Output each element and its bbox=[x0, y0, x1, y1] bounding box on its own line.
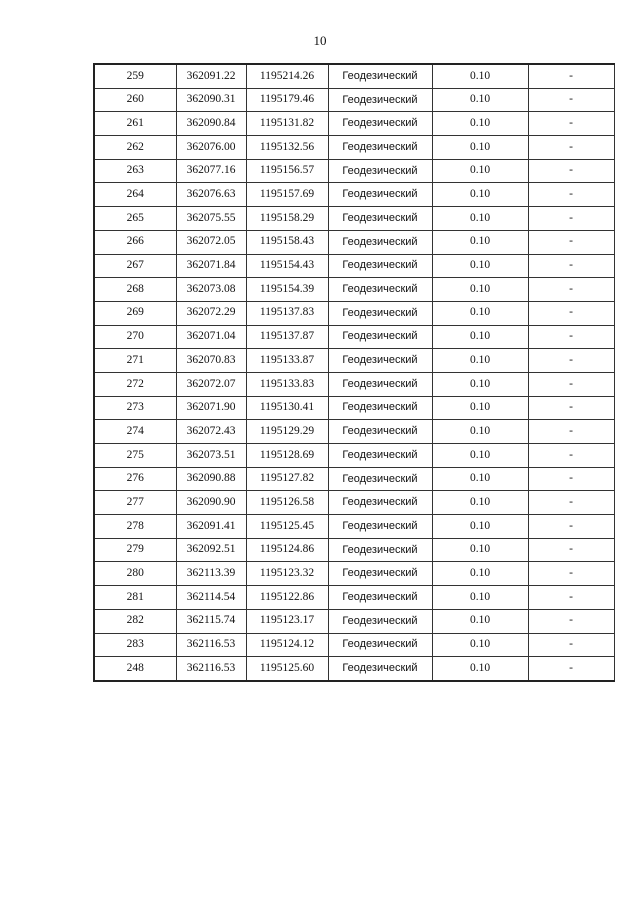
method-cell: Геодезический bbox=[328, 301, 432, 325]
precision-cell: 0.10 bbox=[432, 136, 528, 160]
note-cell: - bbox=[528, 301, 614, 325]
precision-cell: 0.10 bbox=[432, 657, 528, 681]
point-number-cell: 282 bbox=[94, 609, 176, 633]
table-row bbox=[94, 372, 614, 396]
x-coordinate-cell: 362091.22 bbox=[176, 64, 246, 88]
table-row bbox=[94, 420, 614, 444]
note-cell: - bbox=[528, 609, 614, 633]
note-cell: - bbox=[528, 633, 614, 657]
x-coordinate-cell: 362092.51 bbox=[176, 538, 246, 562]
point-number-cell: 275 bbox=[94, 444, 176, 468]
point-number-cell: 266 bbox=[94, 230, 176, 254]
y-coordinate-cell: 1195125.60 bbox=[246, 657, 328, 681]
y-coordinate-cell: 1195157.69 bbox=[246, 183, 328, 207]
x-coordinate-cell: 362071.90 bbox=[176, 396, 246, 420]
table-row bbox=[94, 159, 614, 183]
y-coordinate-cell: 1195127.82 bbox=[246, 467, 328, 491]
method-cell: Геодезический bbox=[328, 420, 432, 444]
method-cell: Геодезический bbox=[328, 609, 432, 633]
point-number-cell: 264 bbox=[94, 183, 176, 207]
method-cell: Геодезический bbox=[328, 515, 432, 539]
note-cell: - bbox=[528, 136, 614, 160]
table-row bbox=[94, 349, 614, 373]
y-coordinate-cell: 1195123.17 bbox=[246, 609, 328, 633]
table-row bbox=[94, 207, 614, 231]
precision-cell: 0.10 bbox=[432, 586, 528, 610]
x-coordinate-cell: 362071.04 bbox=[176, 325, 246, 349]
table-row bbox=[94, 586, 614, 610]
y-coordinate-cell: 1195154.43 bbox=[246, 254, 328, 278]
point-number-cell: 272 bbox=[94, 372, 176, 396]
y-coordinate-cell: 1195123.32 bbox=[246, 562, 328, 586]
table-row bbox=[94, 491, 614, 515]
y-coordinate-cell: 1195154.39 bbox=[246, 278, 328, 302]
note-cell: - bbox=[528, 278, 614, 302]
note-cell: - bbox=[528, 88, 614, 112]
table-row bbox=[94, 278, 614, 302]
note-cell: - bbox=[528, 207, 614, 231]
table-row bbox=[94, 515, 614, 539]
table-row bbox=[94, 136, 614, 160]
y-coordinate-cell: 1195129.29 bbox=[246, 420, 328, 444]
table-row bbox=[94, 230, 614, 254]
y-coordinate-cell: 1195158.29 bbox=[246, 207, 328, 231]
table-row bbox=[94, 467, 614, 491]
method-cell: Геодезический bbox=[328, 159, 432, 183]
note-cell: - bbox=[528, 586, 614, 610]
method-cell: Геодезический bbox=[328, 64, 432, 88]
method-cell: Геодезический bbox=[328, 444, 432, 468]
method-cell: Геодезический bbox=[328, 278, 432, 302]
method-cell: Геодезический bbox=[328, 491, 432, 515]
x-coordinate-cell: 362077.16 bbox=[176, 159, 246, 183]
precision-cell: 0.10 bbox=[432, 159, 528, 183]
y-coordinate-cell: 1195124.12 bbox=[246, 633, 328, 657]
point-number-cell: 278 bbox=[94, 515, 176, 539]
point-number-cell: 276 bbox=[94, 467, 176, 491]
x-coordinate-cell: 362072.29 bbox=[176, 301, 246, 325]
precision-cell: 0.10 bbox=[432, 278, 528, 302]
table-row bbox=[94, 538, 614, 562]
x-coordinate-cell: 362071.84 bbox=[176, 254, 246, 278]
precision-cell: 0.10 bbox=[432, 633, 528, 657]
table-row bbox=[94, 112, 614, 136]
note-cell: - bbox=[528, 420, 614, 444]
y-coordinate-cell: 1195179.46 bbox=[246, 88, 328, 112]
table-row bbox=[94, 64, 614, 88]
note-cell: - bbox=[528, 349, 614, 373]
precision-cell: 0.10 bbox=[432, 88, 528, 112]
table-row bbox=[94, 88, 614, 112]
x-coordinate-cell: 362116.53 bbox=[176, 657, 246, 681]
method-cell: Геодезический bbox=[328, 183, 432, 207]
method-cell: Геодезический bbox=[328, 467, 432, 491]
y-coordinate-cell: 1195132.56 bbox=[246, 136, 328, 160]
point-number-cell: 267 bbox=[94, 254, 176, 278]
method-cell: Геодезический bbox=[328, 325, 432, 349]
precision-cell: 0.10 bbox=[432, 562, 528, 586]
precision-cell: 0.10 bbox=[432, 515, 528, 539]
note-cell: - bbox=[528, 372, 614, 396]
method-cell: Геодезический bbox=[328, 633, 432, 657]
point-number-cell: 259 bbox=[94, 64, 176, 88]
point-number-cell: 265 bbox=[94, 207, 176, 231]
point-number-cell: 283 bbox=[94, 633, 176, 657]
precision-cell: 0.10 bbox=[432, 230, 528, 254]
x-coordinate-cell: 362072.43 bbox=[176, 420, 246, 444]
x-coordinate-cell: 362091.41 bbox=[176, 515, 246, 539]
precision-cell: 0.10 bbox=[432, 207, 528, 231]
method-cell: Геодезический bbox=[328, 136, 432, 160]
point-number-cell: 280 bbox=[94, 562, 176, 586]
precision-cell: 0.10 bbox=[432, 254, 528, 278]
table-row bbox=[94, 325, 614, 349]
point-number-cell: 273 bbox=[94, 396, 176, 420]
method-cell: Геодезический bbox=[328, 538, 432, 562]
x-coordinate-cell: 362116.53 bbox=[176, 633, 246, 657]
y-coordinate-cell: 1195130.41 bbox=[246, 396, 328, 420]
y-coordinate-cell: 1195214.26 bbox=[246, 64, 328, 88]
table-row bbox=[94, 633, 614, 657]
y-coordinate-cell: 1195156.57 bbox=[246, 159, 328, 183]
precision-cell: 0.10 bbox=[432, 609, 528, 633]
point-number-cell: 268 bbox=[94, 278, 176, 302]
note-cell: - bbox=[528, 467, 614, 491]
x-coordinate-cell: 362114.54 bbox=[176, 586, 246, 610]
precision-cell: 0.10 bbox=[432, 444, 528, 468]
x-coordinate-cell: 362090.84 bbox=[176, 112, 246, 136]
point-number-cell: 261 bbox=[94, 112, 176, 136]
y-coordinate-cell: 1195133.87 bbox=[246, 349, 328, 373]
x-coordinate-cell: 362076.00 bbox=[176, 136, 246, 160]
table-row bbox=[94, 609, 614, 633]
point-number-cell: 274 bbox=[94, 420, 176, 444]
precision-cell: 0.10 bbox=[432, 538, 528, 562]
note-cell: - bbox=[528, 230, 614, 254]
x-coordinate-cell: 362073.51 bbox=[176, 444, 246, 468]
method-cell: Геодезический bbox=[328, 586, 432, 610]
point-number-cell: 269 bbox=[94, 301, 176, 325]
y-coordinate-cell: 1195137.83 bbox=[246, 301, 328, 325]
precision-cell: 0.10 bbox=[432, 325, 528, 349]
method-cell: Геодезический bbox=[328, 230, 432, 254]
precision-cell: 0.10 bbox=[432, 112, 528, 136]
method-cell: Геодезический bbox=[328, 396, 432, 420]
method-cell: Геодезический bbox=[328, 88, 432, 112]
method-cell: Геодезический bbox=[328, 207, 432, 231]
y-coordinate-cell: 1195126.58 bbox=[246, 491, 328, 515]
note-cell: - bbox=[528, 159, 614, 183]
note-cell: - bbox=[528, 491, 614, 515]
note-cell: - bbox=[528, 183, 614, 207]
note-cell: - bbox=[528, 657, 614, 681]
point-number-cell: 279 bbox=[94, 538, 176, 562]
table-row bbox=[94, 657, 614, 681]
x-coordinate-cell: 362072.07 bbox=[176, 372, 246, 396]
note-cell: - bbox=[528, 254, 614, 278]
x-coordinate-cell: 362090.90 bbox=[176, 491, 246, 515]
precision-cell: 0.10 bbox=[432, 467, 528, 491]
table-row bbox=[94, 254, 614, 278]
point-number-cell: 270 bbox=[94, 325, 176, 349]
table-row bbox=[94, 183, 614, 207]
table-row bbox=[94, 562, 614, 586]
point-number-cell: 263 bbox=[94, 159, 176, 183]
x-coordinate-cell: 362075.55 bbox=[176, 207, 246, 231]
note-cell: - bbox=[528, 562, 614, 586]
x-coordinate-cell: 362090.31 bbox=[176, 88, 246, 112]
y-coordinate-cell: 1195128.69 bbox=[246, 444, 328, 468]
point-number-cell: 248 bbox=[94, 657, 176, 681]
y-coordinate-cell: 1195131.82 bbox=[246, 112, 328, 136]
y-coordinate-cell: 1195133.83 bbox=[246, 372, 328, 396]
note-cell: - bbox=[528, 396, 614, 420]
precision-cell: 0.10 bbox=[432, 183, 528, 207]
coordinates-table-body bbox=[94, 64, 614, 681]
precision-cell: 0.10 bbox=[432, 396, 528, 420]
y-coordinate-cell: 1195137.87 bbox=[246, 325, 328, 349]
method-cell: Геодезический bbox=[328, 657, 432, 681]
method-cell: Геодезический bbox=[328, 254, 432, 278]
note-cell: - bbox=[528, 515, 614, 539]
point-number-cell: 260 bbox=[94, 88, 176, 112]
x-coordinate-cell: 362115.74 bbox=[176, 609, 246, 633]
table-row bbox=[94, 444, 614, 468]
point-number-cell: 281 bbox=[94, 586, 176, 610]
precision-cell: 0.10 bbox=[432, 64, 528, 88]
y-coordinate-cell: 1195125.45 bbox=[246, 515, 328, 539]
method-cell: Геодезический bbox=[328, 349, 432, 373]
method-cell: Геодезический bbox=[328, 112, 432, 136]
note-cell: - bbox=[528, 444, 614, 468]
note-cell: - bbox=[528, 112, 614, 136]
precision-cell: 0.10 bbox=[432, 420, 528, 444]
point-number-cell: 271 bbox=[94, 349, 176, 373]
x-coordinate-cell: 362076.63 bbox=[176, 183, 246, 207]
y-coordinate-cell: 1195158.43 bbox=[246, 230, 328, 254]
x-coordinate-cell: 362073.08 bbox=[176, 278, 246, 302]
note-cell: - bbox=[528, 325, 614, 349]
precision-cell: 0.10 bbox=[432, 491, 528, 515]
precision-cell: 0.10 bbox=[432, 349, 528, 373]
table-row bbox=[94, 396, 614, 420]
method-cell: Геодезический bbox=[328, 562, 432, 586]
x-coordinate-cell: 362113.39 bbox=[176, 562, 246, 586]
point-number-cell: 277 bbox=[94, 491, 176, 515]
y-coordinate-cell: 1195122.86 bbox=[246, 586, 328, 610]
precision-cell: 0.10 bbox=[432, 372, 528, 396]
precision-cell: 0.10 bbox=[432, 301, 528, 325]
page-number: 10 bbox=[313, 33, 327, 48]
coordinates-table bbox=[93, 63, 615, 682]
table-row bbox=[94, 301, 614, 325]
point-number-cell: 262 bbox=[94, 136, 176, 160]
x-coordinate-cell: 362090.88 bbox=[176, 467, 246, 491]
note-cell: - bbox=[528, 538, 614, 562]
x-coordinate-cell: 362070.83 bbox=[176, 349, 246, 373]
method-cell: Геодезический bbox=[328, 372, 432, 396]
x-coordinate-cell: 362072.05 bbox=[176, 230, 246, 254]
note-cell: - bbox=[528, 64, 614, 88]
y-coordinate-cell: 1195124.86 bbox=[246, 538, 328, 562]
